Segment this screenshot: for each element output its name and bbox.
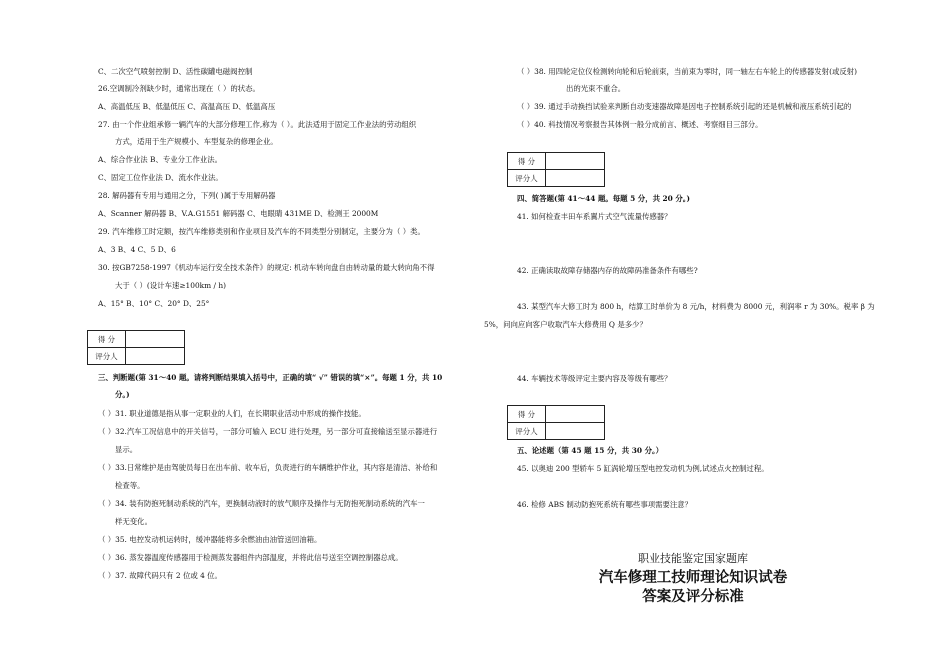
section4-title: 四、简答题(第 41～44 题。每题 5 分，共 20 分。) [517,194,690,203]
q36: （ ）36. 蒸发器温度传感器用于检测蒸发器组件内部温度，并将此信号送至空调控制器总成。 [98,553,403,562]
q30-options: A、15° B、10° C、20° D、25° [98,299,210,308]
score-blank[interactable] [546,406,605,423]
score-label: 得 分 [508,406,546,423]
grader-blank[interactable] [546,423,605,440]
q46: 46. 检修 ABS 制动防抱死系统有哪些事项需要注意？ [517,500,693,509]
q42: 42. 正确读取故障存储器内存的故障码准备条件有哪些? [517,266,698,275]
score-label: 得 分 [88,331,126,348]
q28-options: A、Scanner 解码器 B、V.A.G1551 解码器 C、电眼睛 431ME D、检测王 2000M [98,209,379,218]
q37: （ ）37. 故障代码只有 2 位或 4 位。 [98,571,222,580]
q28-stem: 28. 解码器有专用与通用之分，下列( )属于专用解码器 [98,191,276,200]
q38-cont: 出的光束不重合。 [566,84,626,93]
q34-cont: 样无变化。 [115,517,152,526]
q30-stem: 30. 按GB7258-1997《机动车运行安全技术条件》的规定: 机动车转向盘自由转动量的最大转向角不得 [98,263,435,272]
q29-stem: 29. 汽车维修工时定额，按汽车维修类别和作业项目及汽车的不同类型分别制定，主要分为（ ）类。 [98,227,425,236]
score-box-left [87,330,185,365]
q29-options: A、3 B、4 C、5 D、6 [98,245,176,254]
q43: 43. 某型汽车大修工时为 800 h，结算工时单价为 8 元/h，材料费为 8000 元，利润率 r 为 30%。税率 β 为 [517,302,875,311]
q33-cont: 检查等。 [115,481,145,490]
score-blank[interactable] [546,153,605,170]
grader-blank[interactable] [546,170,605,187]
grader-label: 评分人 [88,348,126,365]
section3-title-cont: 分。) [115,390,130,399]
grader-label: 评分人 [508,423,546,440]
exam-subtitle: 答案及评分标准 [642,589,744,605]
q27-options-cd: C、固定工位作业法 D、流水作业法。 [98,173,223,182]
q43-cont: 5%，问向应向客户收取汽车大修费用 Q 是多少？ [484,320,647,329]
q27-options-ab: A、综合作业法 B、专业分工作业法。 [98,155,222,164]
q25-options-cd: C、二次空气喷射控制 D、活性碳罐电磁阀控制 [98,67,253,76]
q26-stem: 26.空调制冷剂缺少时，通常出现在（ ）的状态。 [98,84,260,93]
q35: （ ）35. 电控发动机运转时，缓冲器能将多余燃油由油管送回油箱。 [98,535,322,544]
q33: （ ）33.日常维护是由驾驶员每日在出车前、收车后，负责进行的车辆维护作业，其内容是清洁、补给和 [98,463,438,472]
section5-title: 五、论述题（第 45 题 15 分，共 30 分。） [517,446,664,455]
grader-blank[interactable] [126,348,185,365]
score-box-right-1 [507,152,605,187]
score-blank[interactable] [126,331,185,348]
q32: （ ）32.汽车工况信息中的开关信号，一部分可输入 ECU 进行处理，另一部分可直接输送至显示器进行 [98,427,438,436]
q40: （ ）40. 科技情况考察报告其体例一般分成前言、概述、考察细目三部分。 [517,120,763,129]
q26-options: A、高温低压 B、低温低压 C、高温高压 D、低温高压 [98,102,276,111]
q39: （ ）39. 通过手动换挡试验来判断自动变速器故障是因电子控制系统引起的还是机械和液压系统引起的 [517,102,852,111]
score-box-right-2 [507,405,605,440]
q41: 41. 如何检查丰田车系翼片式空气流量传感器？ [517,212,672,221]
q45: 45. 以奥迪 200 型轿车 5 缸涡轮增压型电控发动机为例,试述点火控制过程。 [517,464,769,473]
section3-title: 三、判断题(第 31～40 题。请将判断结果填入括号中，正确的填“ √” 错误的填“×”。每题 1 分，共 10 [98,373,443,382]
grader-label: 评分人 [508,170,546,187]
q32-cont: 显示。 [115,445,138,454]
q44: 44. 车辆技术等级评定主要内容及等级有哪些？ [517,374,672,383]
q30-stem-cont: 大于（ ）(设计车速≥100km / h) [115,281,226,290]
q38: （ ）38. 用四轮定位仪检测转向轮和后轮前束，当前束为零时，同一轴左右车轮上的传感器发射(或反射) [517,67,858,76]
q27-stem-cont: 方式，适用于生产规模小、车型复杂的修理企业。 [115,137,278,146]
q34: （ ）34. 装有防抱死制动系统的汽车，更换制动液时的放气顺序及操作与无防抱死制动系统的汽车一 [98,499,425,508]
exam-main-title: 汽车修理工技师理论知识试卷 [598,570,788,586]
q31: （ ）31. 职业道德是指从事一定职业的人们，在长期职业活动中形成的操作技能。 [98,409,366,418]
exam-bank-title: 职业技能鉴定国家题库 [638,552,748,565]
q27-stem: 27. 由一个作业组承修一辆汽车的大部分修理工作,称为（ ）。此法适用于固定工作业法的劳动组织 [98,120,417,129]
score-label: 得 分 [508,153,546,170]
